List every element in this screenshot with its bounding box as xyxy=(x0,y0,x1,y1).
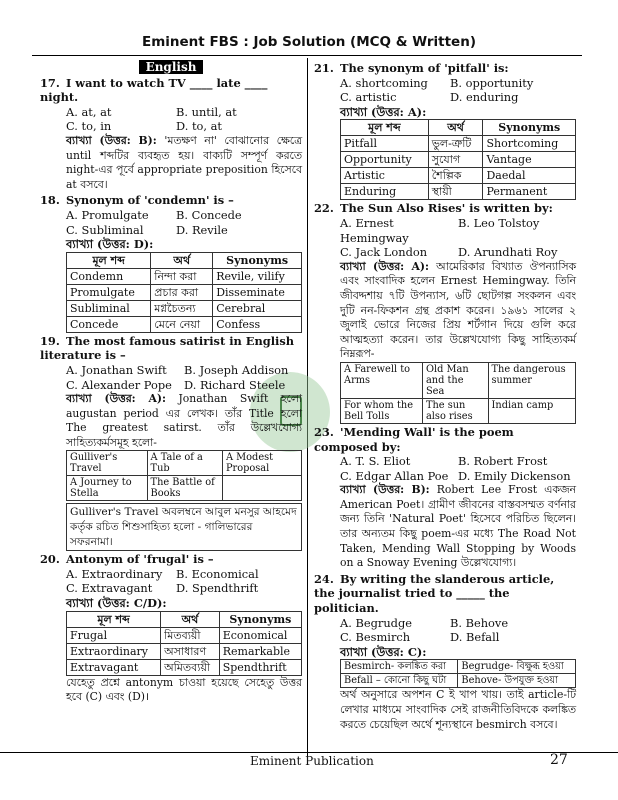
table-row: Frugal মিতব্যয়ী Economical xyxy=(67,627,302,643)
note-box: Gulliver's Travel অবলম্বনে আবুল মনসুর আহমেদ কর্তৃক রচিত শিশুসাহিত্য হলো - গালিভারের সফরনামা। xyxy=(66,503,302,551)
options xyxy=(340,76,576,105)
question-22 xyxy=(314,201,576,424)
question-number: 21. xyxy=(314,61,334,75)
question-text: I want to watch TV ____ late ____ night. xyxy=(40,75,268,105)
option: A. Begrudge xyxy=(340,615,412,630)
synonym-table: মূল শব্দ অর্থ Synonyms Frugal মিতব্যয়ী Economical Extraordinary অসাধারণ Remarkable Extravagant অমিতব্যয়ী Spendthrift xyxy=(66,611,302,676)
options xyxy=(340,216,576,260)
explanation: যেহেতু প্রশ্নে antonym চাওয়া হয়েছে সেহেতু উত্তর হবে (C) এবং (D)। xyxy=(66,675,302,704)
question-number: 17. xyxy=(40,75,60,90)
table-row: Subliminal মগ্নচৈতন্য Cerebral xyxy=(67,300,302,316)
works-table xyxy=(340,362,576,424)
options xyxy=(66,105,302,134)
option: B. opportunity xyxy=(450,75,534,90)
question-number: 20. xyxy=(40,552,60,567)
question-17 xyxy=(40,76,302,193)
explanation: Jonathan Swift হলো augustan period এর লেখক। তাঁর Title হলো The greatest satirst. তাঁর উল্লেখযোগ্য সাহিত্যকর্মসমূহ হলো- xyxy=(66,392,302,449)
option: D. Revile xyxy=(176,222,228,237)
question-text: The synonym of 'pitfall' is: xyxy=(340,61,509,75)
question-20 xyxy=(40,552,302,705)
options xyxy=(66,208,302,237)
option: B. Leo Tolstoy xyxy=(458,215,540,230)
footer-rule xyxy=(0,752,618,753)
footer-publisher: Eminent Publication xyxy=(250,754,374,768)
table-row: Befall – কোনো কিছু ঘটা Behove- উপযুক্ত হওয়া xyxy=(341,674,576,688)
option: A. Extraordinary xyxy=(66,566,163,581)
option: C. Jack London xyxy=(340,245,428,260)
question-text: The most famous satirist in English literature is – xyxy=(40,333,295,363)
question-text: 'Mending Wall' is the poem composed by: xyxy=(314,424,514,454)
option: B. Economical xyxy=(176,566,259,581)
synonym-table: মূল শব্দ অর্থ Synonyms Condemn নিন্দা করা Revile, vilify Promulgate প্রচার করা Disseminate Subliminal মগ্নচৈতন্য Cerebral Concede মেনে নেয়া Confess xyxy=(66,252,302,333)
question-number: 19. xyxy=(40,333,60,348)
option: B. Concede xyxy=(176,207,242,222)
table-row: Gulliver's Travel A Tale of a Tub A Modest Proposal xyxy=(67,451,302,476)
option: A. T. S. Eliot xyxy=(340,454,411,469)
option: C. to, in xyxy=(66,119,112,134)
options xyxy=(340,616,576,645)
option: D. Richard Steele xyxy=(184,377,286,392)
answer-label: ব্যাখ্যা (উত্তর: B): xyxy=(340,483,430,497)
option: D. Befall xyxy=(450,630,500,645)
answer-label: ব্যাখ্যা (উত্তর: B): xyxy=(66,133,157,147)
table-row: A Farewell to Arms Old Man and the Sea The dangerous summer xyxy=(341,362,576,398)
option: A. shortcoming xyxy=(340,75,428,90)
option: B. Robert Frost xyxy=(458,454,548,469)
table-row: Artistic শৈল্পিক Daedal xyxy=(341,168,576,184)
answer-label: ব্যাখ্যা (উত্তর: C): xyxy=(340,644,427,659)
explanation: Robert Lee Frost একজন American Poet। গ্রামীণ জীবনের বাস্তবসম্মত বর্ণনার জন্য তিনি 'Natural Poet' হিসেবে পরিচিত ছিলেন। তার অন্যতম কিছু poem-এর মধ্যে The Road Not Taken, Mending Wall Stopping by Woods on a Snoway Evening উল্লেখযোগ্য। xyxy=(340,483,577,570)
question-24 xyxy=(314,572,576,732)
works-table xyxy=(66,450,302,501)
page-number: 27 xyxy=(550,752,568,768)
option: D. Spendthrift xyxy=(176,581,259,596)
option: C. Edgar Allan Poe xyxy=(340,468,449,483)
question-number: 24. xyxy=(314,571,334,586)
left-column xyxy=(40,60,302,705)
option: D. to, at xyxy=(176,119,223,134)
question-21 xyxy=(314,61,576,200)
question-18 xyxy=(40,193,302,332)
table-row: Condemn নিন্দা করা Revile, vilify xyxy=(67,268,302,284)
question-number: 23. xyxy=(314,424,334,439)
meaning-table xyxy=(340,659,576,688)
table-row: Promulgate প্রচার করা Disseminate xyxy=(67,284,302,300)
option: B. Behove xyxy=(450,615,509,630)
page-header: Eminent FBS : Job Solution (MCQ & Written) xyxy=(142,34,476,50)
option: C. Subliminal xyxy=(66,222,144,237)
table-row: Enduring স্থায়ী Permanent xyxy=(341,184,576,200)
answer-label: ব্যাখ্যা (উত্তর: C/D): xyxy=(66,596,167,611)
right-column xyxy=(314,60,576,732)
option: C. Besmirch xyxy=(340,630,411,645)
options xyxy=(66,567,302,596)
option: B. Joseph Addison xyxy=(184,362,289,377)
question-23 xyxy=(314,425,576,571)
option: D. Arundhati Roy xyxy=(458,245,558,260)
answer-label: ব্যাখ্যা (উত্তর: A): xyxy=(340,259,430,273)
answer-label: ব্যাখ্যা (উত্তর: A): xyxy=(66,392,166,406)
header-rule xyxy=(32,55,582,56)
table-row: A Journey to Stella The Battle of Books xyxy=(67,476,302,501)
explanation: 'মতক্ষণ না' বোঝানোর ক্ষেত্রে until শব্দটির ব্যবহৃত হয়। বাক্যটি সম্পূর্ণ করতে night-এর পূর্বে appropriate preposition হিসেবে at বসবে। xyxy=(66,133,302,191)
question-text: Synonym of 'condemn' is – xyxy=(66,193,234,208)
options xyxy=(66,363,302,392)
option: A. Ernest Hemingway xyxy=(340,215,409,245)
option: D. enduring xyxy=(450,90,519,105)
answer-label: ব্যাখ্যা (উত্তর: A): xyxy=(340,104,427,119)
option: A. Jonathan Swift xyxy=(66,362,167,377)
option: A. at, at xyxy=(66,104,112,119)
options xyxy=(340,454,576,483)
option: C. artistic xyxy=(340,90,397,105)
table-row: Opportunity সুযোগ Vantage xyxy=(341,152,576,168)
option: C. Extravagant xyxy=(66,581,153,596)
table-row: Extraordinary অসাধারণ Remarkable xyxy=(67,643,302,659)
table-row: For whom the Bell Tolls The sun also rises Indian camp xyxy=(341,398,576,423)
table-row: Concede মেনে নেয়া Confess xyxy=(67,316,302,332)
question-number: 22. xyxy=(314,201,334,216)
question-text: Antonym of 'frugal' is – xyxy=(66,552,214,567)
synonym-table: মূল শব্দ অর্থ Synonyms Pitfall ভুল-ত্রুটি Shortcoming Opportunity সুযোগ Vantage Artistic শৈল্পিক Daedal Enduring স্থায়ী Permanent xyxy=(340,119,576,200)
option: A. Promulgate xyxy=(66,207,149,222)
table-row: Extravagant অমিতব্যয়ী Spendthrift xyxy=(67,659,302,675)
question-text: By writing the slanderous article, the journalist tried to _____ the politician. xyxy=(314,571,555,616)
question-number: 18. xyxy=(40,193,60,208)
question-text: The Sun Also Rises' is written by: xyxy=(340,201,553,216)
explanation: আমেরিকার বিখ্যাত ঔপন্যাসিক এবং সাংবাদিক হলেন Ernest Hemingway. তিনি জীবদ্দশায় ৭টি উপন্যাস, ৬টি ছোটগল্প সংকলন এবং দুটি নন-ফিকশন গ্রন্থ প্রকাশ করেন। ১৯৬১ সালের ২ জুলাই ভোরে নিজের প্রিয় শর্টগান দিয়ে গুলি করে আত্মহত্যা করেন। তার উল্লেখযোগ্য কিছু সাহিত্যকর্ম নিম্নরূপ- xyxy=(340,259,577,361)
option: D. Emily Dickenson xyxy=(458,468,571,483)
question-19 xyxy=(40,334,302,552)
answer-label: ব্যাখ্যা (উত্তর: D): xyxy=(66,237,154,252)
option: C. Alexander Pope xyxy=(66,377,172,392)
table-row: Besmirch- কলঙ্কিত করা Begrudge- বিক্ষুব্ধ হওয়া xyxy=(341,660,576,674)
table-row: Pitfall ভুল-ত্রুটি Shortcoming xyxy=(341,136,576,152)
section-title: English xyxy=(40,60,302,75)
explanation: অর্থ অনুসারে অপশন C ই খাপ খায়। তাই article-টি লেখার মাধ্যমে সাংবাদিক সেই রাজনীতিবিদকে কলঙ্কিত করতে চেয়েছিল অর্থে শূন্যস্থানে besmirch বসবে। xyxy=(340,688,576,731)
option: B. until, at xyxy=(176,104,237,119)
